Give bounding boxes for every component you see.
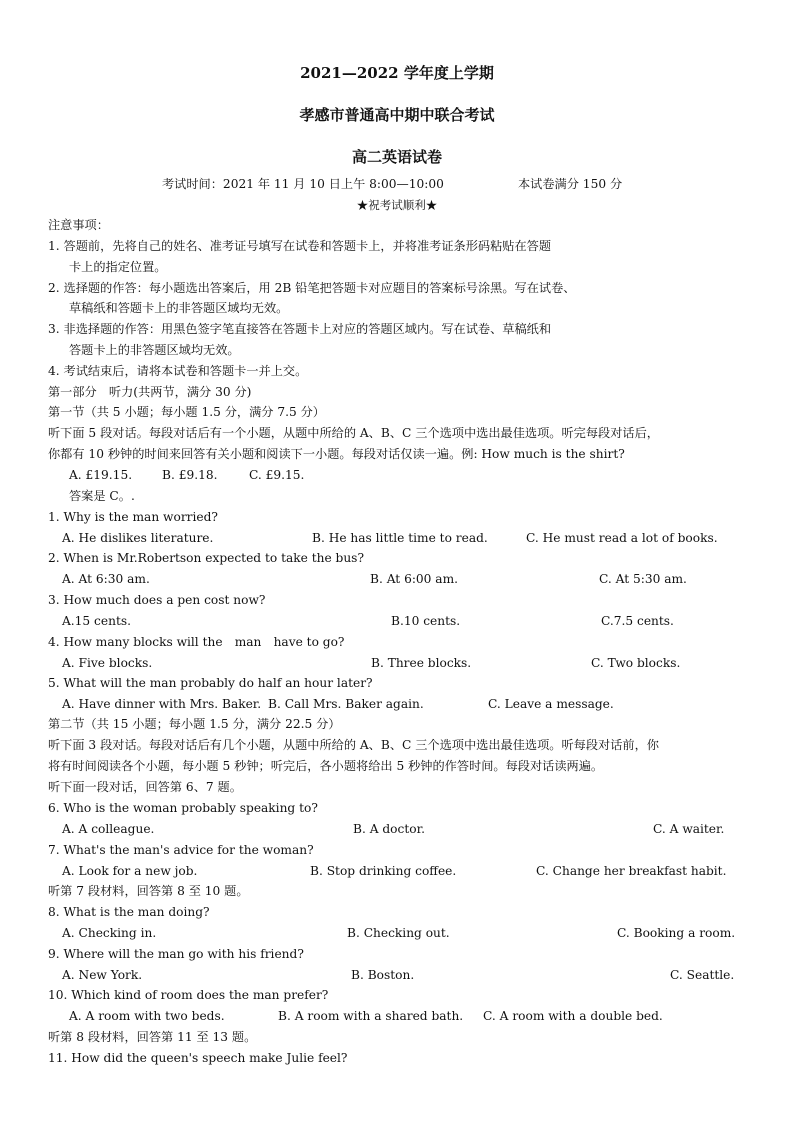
notes-heading: 注意事项： [48, 218, 109, 232]
section1-heading: 第一节（共 5 小题；每小题 1.5 分，满分 7.5 分） [48, 405, 325, 419]
question-5-option-c: C. Leave a message. [488, 697, 614, 711]
note-3-cont: 答题卡上的非答题区域均无效。 [69, 343, 240, 357]
good-luck-line: ★祝考试顺利★ [356, 198, 438, 212]
question-5-option-b: B. Call Mrs. Baker again. [268, 697, 424, 711]
question-6-option-c: C. A waiter. [653, 822, 725, 836]
section2-instructions-cont: 将有时间阅读各个小题，每小题 5 秒钟；听完后，各小题将给出 5 秒钟的作答时间。每段对话读两遍。 [48, 759, 604, 773]
note-1-cont: 卡上的指定位置。 [69, 260, 167, 274]
question-9-stem: 9. Where will the man go with his friend? [48, 947, 304, 961]
question-1-stem: 1. Why is the man worried? [48, 510, 218, 524]
question-3-option-b: B.10 cents. [391, 614, 461, 628]
question-2-option-b: B. At 6:00 am. [370, 572, 459, 586]
question-4-option-c: C. Two blocks. [591, 656, 681, 670]
question-4-stem: 4. How many blocks will the man have to go? [48, 635, 345, 649]
question-4-option-b: B. Three blocks. [371, 656, 472, 670]
example-option-a: A. £19.15. [69, 468, 133, 482]
question-2-stem: 2. When is Mr.Robertson expected to take the bus? [48, 551, 364, 565]
question-1-option-a: A. He dislikes literature. [62, 531, 214, 545]
question-8-stem: 8. What is the man doing? [48, 905, 210, 919]
question-3-option-c: C.7.5 cents. [601, 614, 674, 628]
question-6-stem: 6. Who is the woman probably speaking to? [48, 801, 318, 815]
question-3-stem: 3. How much does a pen cost now? [48, 593, 266, 607]
question-10-option-a: A. A room with two beds. [69, 1009, 225, 1023]
note-2-cont: 草稿纸和答题卡上的非答题区域均无效。 [69, 301, 289, 315]
section1-instructions-cont: 你都有 10 秒钟的时间来回答有关小题和阅读下一小题。每段对话仅读一遍。例: How much is the shirt? [48, 447, 625, 461]
question-9-option-c: C. Seattle. [670, 968, 735, 982]
example-answer: 答案是 C。. [69, 489, 135, 503]
question-2-option-c: C. At 5:30 am. [599, 572, 687, 586]
question-1-option-c: C. He must read a lot of books. [526, 531, 718, 545]
question-5-stem: 5. What will the man probably do half an hour later? [48, 676, 373, 690]
question-1-option-b: B. He has little time to read. [312, 531, 488, 545]
question-8-option-c: C. Booking a room. [617, 926, 736, 940]
question-7-option-a: A. Look for a new job. [62, 864, 198, 878]
question-2-option-a: A. At 6:30 am. [62, 572, 150, 586]
material-8-note: 听第 8 段材料，回答第 11 至 13 题。 [48, 1030, 257, 1044]
question-10-option-c: C. A room with a double bed. [483, 1009, 663, 1023]
question-7-stem: 7. What's the man's advice for the woman? [48, 843, 314, 857]
question-7-option-c: C. Change her breakfast habit. [536, 864, 727, 878]
question-9-option-a: A. New York. [62, 968, 143, 982]
question-9-option-b: B. Boston. [351, 968, 415, 982]
part1-heading: 第一部分 听力(共两节，满分 30 分) [48, 385, 252, 399]
question-3-option-a: A.15 cents. [62, 614, 131, 628]
note-4: 4. 考试结束后，请将本试卷和答题卡一并上交。 [48, 364, 308, 378]
material-6-note: 听下面一段对话，回答第 6、7 题。 [48, 780, 242, 794]
question-11-stem: 11. How did the queen's speech make Julie feel? [48, 1051, 348, 1065]
question-7-option-b: B. Stop drinking coffee. [310, 864, 457, 878]
section2-heading: 第二节（共 15 小题；每小题 1.5 分，满分 22.5 分） [48, 717, 341, 731]
question-8-option-a: A. Checking in. [62, 926, 157, 940]
note-2: 2. 选择题的作答：每小题选出答案后，用 2B 铅笔把答题卡对应题目的答案标号涂黑。写在试卷、 [48, 281, 576, 295]
question-8-option-b: B. Checking out. [347, 926, 450, 940]
paper-title: 高二英语试卷 [351, 148, 442, 166]
example-option-c: C. £9.15. [249, 468, 305, 482]
section1-instructions: 听下面 5 段对话。每段对话后有一个小题，从题中所给的 A、B、C 三个选项中选出最佳选项。听完每段对话后， [48, 426, 659, 440]
question-5-option-a: A. Have dinner with Mrs. Baker. [62, 697, 262, 711]
question-10-option-b: B. A room with a shared bath. [278, 1009, 464, 1023]
exam-time: 考试时间：2021 年 11 月 10 日上午 8:00—10:00 [162, 177, 444, 191]
question-6-option-b: B. A doctor. [353, 822, 425, 836]
full-score: 本试卷满分 150 分 [518, 177, 623, 191]
note-3: 3. 非选择题的作答：用黑色签字笔直接答在答题卡上对应的答题区域内。写在试卷、草稿纸和 [48, 322, 552, 336]
note-1: 1. 答题前，先将自己的姓名、准考证号填写在试卷和答题卡上，并将准考证条形码粘贴在答题 [48, 239, 552, 253]
material-7-note: 听第 7 段材料，回答第 8 至 10 题。 [48, 884, 249, 898]
school-year-title: 2021—2022 学年度上学期 [300, 64, 494, 82]
question-4-option-a: A. Five blocks. [62, 656, 153, 670]
exam-name-title: 孝感市普通高中期中联合考试 [299, 106, 495, 124]
example-option-b: B. £9.18. [162, 468, 218, 482]
question-10-stem: 10. Which kind of room does the man prefer? [48, 988, 329, 1002]
question-6-option-a: A. A colleague. [62, 822, 155, 836]
section2-instructions: 听下面 3 段对话。每段对话后有几个小题，从题中所给的 A、B、C 三个选项中选出最佳选项。听每段对话前，你 [48, 738, 659, 752]
